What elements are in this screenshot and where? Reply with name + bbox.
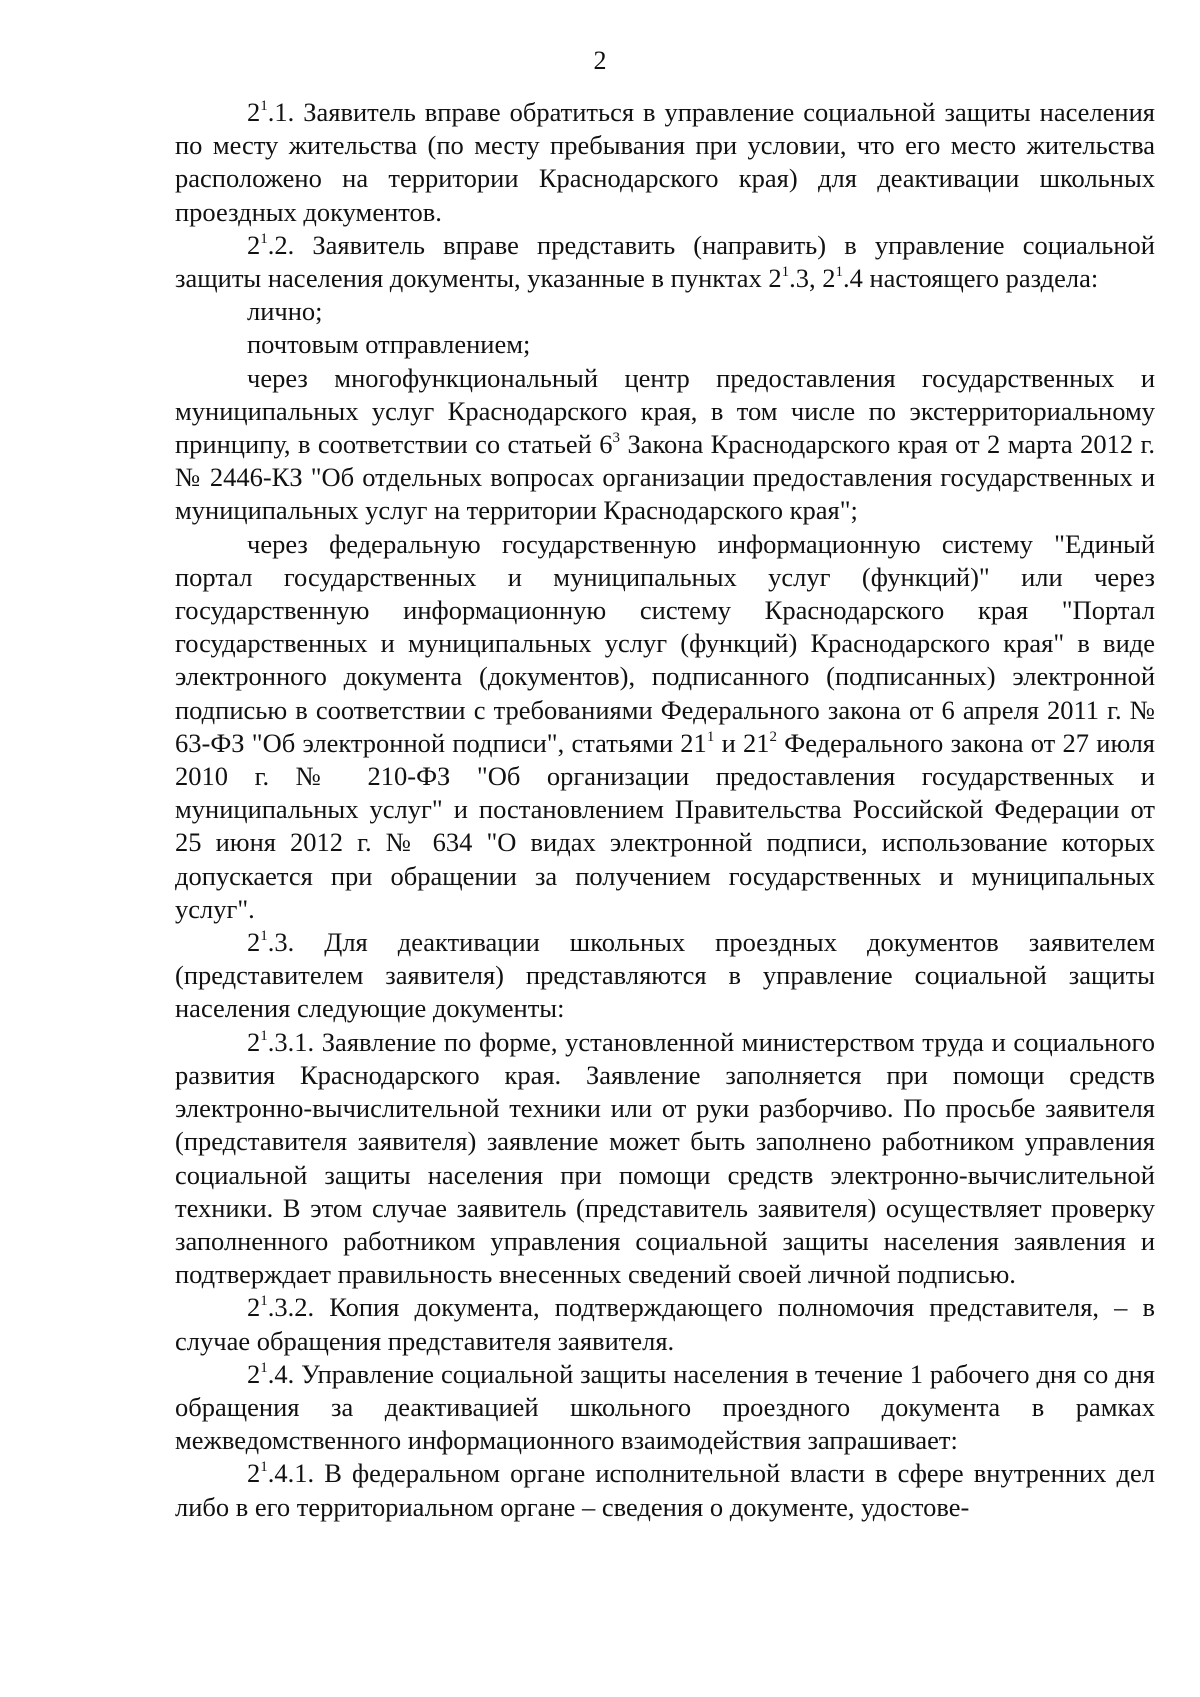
superscript: 1 [260,230,268,247]
superscript: 1 [835,264,843,281]
paragraph-2-1-2 [175,229,1155,295]
superscript: 1 [260,1459,268,1476]
paragraph-2-1-4-1 [175,1457,1155,1523]
paragraph-text: .1. Заявитель вправе обратиться в управление социальной защиты населения по месту жительства (по месту пребывания при условии, что его место жительства расположено на территории Краснодарского края) для деактивации школьных проездных документов. [175,97,1155,227]
clause-number: 2 [247,1026,261,1057]
superscript: 3 [612,430,621,447]
clause-number: 2 [247,1358,261,1389]
paragraph-text: .4. Управление социальной защиты населения в течение 1 рабочего дня со дня обращения за деактивацией школьного проездного документа в рамках межведомственного информационного взаимодействия запрашивает: [175,1358,1155,1456]
paragraph-text: .3.2. Копия документа, подтверждающего полномочия представителя, – в случае обращения представителя заявителя. [175,1292,1155,1356]
paragraph-text: .2. Заявитель вправе представить (направить) в управление социальной защиты населения документы, указанные в пунктах 2 [175,229,1155,294]
list-item-by-mail: почтовым отправлением; [247,329,531,360]
page-number: 2 [593,46,607,75]
paragraph-text: .4 настоящего раздела: [842,263,1099,294]
superscript: 1 [781,264,790,281]
paragraph-text: .3, 2 [789,263,836,294]
paragraph-text: .4.1. В федеральном органе исполнительной власти в сфере внутренних дел либо в его территориальном органе – сведения о документе, удостове- [175,1458,1155,1522]
paragraph-text: и 21 [714,727,770,758]
list-item-portal [175,528,1155,926]
paragraph-2-1-4 [175,1358,1155,1458]
paragraph-text: Закона Краснодарского края от 2 марта 2012 г. № 2446-КЗ "Об отдельных вопросах организации предоставления государственных и муниципальных услуг на территории Краснодарского края"; [175,429,1155,526]
clause-number: 2 [247,97,261,127]
clause-number: 2 [247,1458,261,1489]
paragraph-2-1-3-2 [175,1291,1155,1357]
superscript: 1 [706,728,715,745]
clause-number: 2 [247,927,261,958]
paragraph-text: через федеральную государственную информационную систему "Единый портал государственных и муниципальных услуг (функций)" или через государственную информационную систему Краснодарского края "Портал государственных и муниципальных услуг (функций) Краснодарского края" в виде электронного документа (документов), подписанного (подписанных) электронной подписью в соответствии с требованиями Федерального закона от 6 апреля 2011 г. № 63-ФЗ "Об электронной подписи", статьями 21 [175,528,1155,758]
paragraph-2-1-3-1 [175,1026,1155,1292]
superscript: 1 [260,1027,268,1044]
list-item-mfc [175,362,1155,528]
paragraph-text: Федерального закона от 27 июля 2010 г. № 210-ФЗ "Об организации предоставления государственных и муниципальных услуг" и постановлением Правительства Российской Федерации от 25 июня 2012 г. № 634 "О видах электронной подписи, использование которых допускается при обращении за получением государственных и муниципальных услуг". [175,727,1155,924]
paragraph-text: через многофункциональный центр предоставления государственных и муниципальных услуг Краснодарского края, в том числе по экстерриториальному принципу, в соответствии со статьей 6 [175,362,1155,460]
paragraph-text: .3.1. Заявление по форме, установленной министерством труда и социального развития Краснодарского края. Заявление заполняется при помощи средств электронно-вычислительной техники или от руки разборчиво. По просьбе заявителя (представителя заявителя) заявление может быть заполнено работником управления социальной защиты населения при помощи средств электронно-вычислительной техники. В этом случае заявитель (представитель заявителя) осуществляет проверку заполненного работником управления социальной защиты населения заявления и подтверждает правильность внесенных сведений своей личной подписью. [175,1026,1155,1290]
superscript: 1 [260,98,268,114]
clause-number: 2 [247,229,261,260]
superscript: 1 [260,928,268,945]
list-item-in-person: лично; [247,296,323,327]
paragraph-2-1-1 [175,96,1155,229]
clause-number: 2 [247,1292,261,1323]
superscript: 2 [769,728,778,745]
paragraph-2-1-3 [175,926,1155,1026]
document-body [175,96,1155,1524]
paragraph-text: .3. Для деактивации школьных проездных документов заявителем (представителем заявителя) представляются в управление социальной защиты населения следующие документы: [175,927,1155,1024]
superscript: 1 [260,1293,268,1310]
superscript: 1 [260,1359,268,1376]
